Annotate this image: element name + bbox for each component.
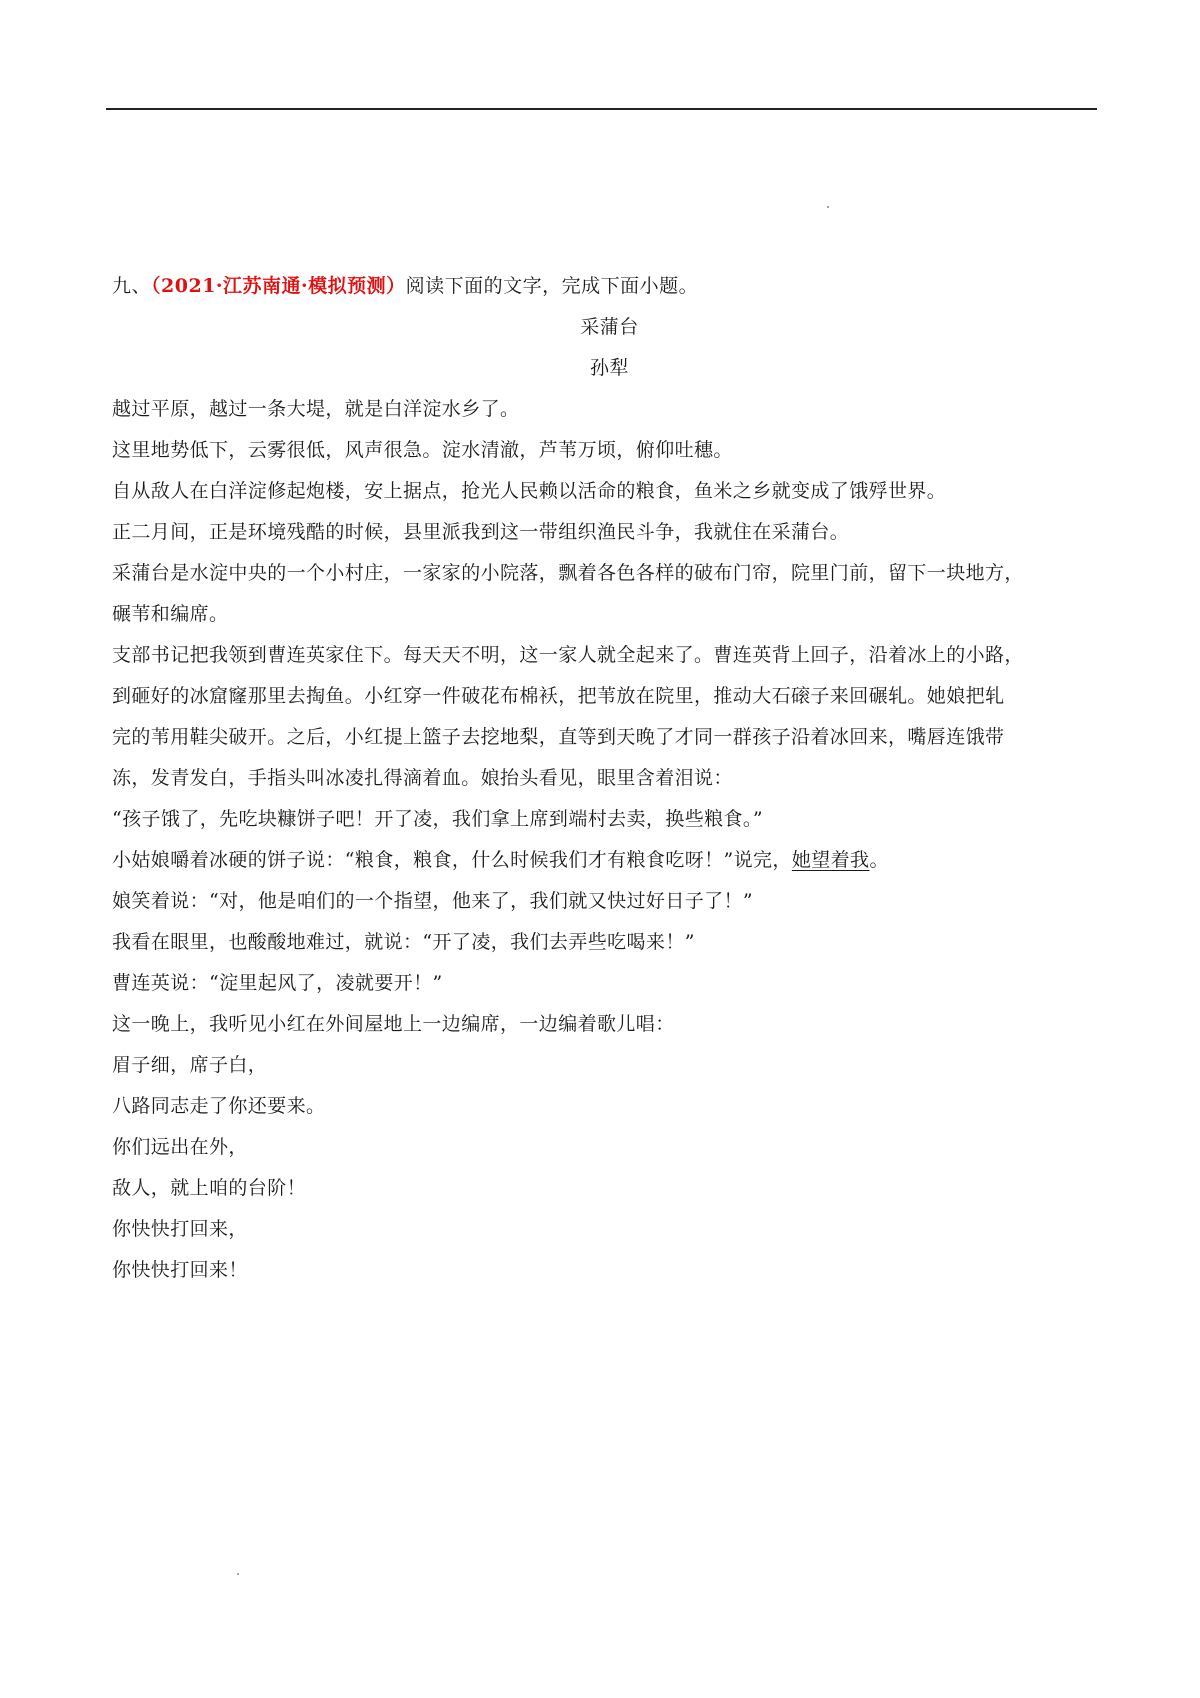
scan-speck [237,1573,239,1575]
paragraph: 自从敌人在白洋淀修起炮楼，安上据点，抢光人民赖以活命的粮食，鱼米之乡就变成了饿殍世界。 [112,480,947,502]
song-line: 敌人，就上咱的台阶！ [112,1177,307,1199]
paragraph: “孩子饿了，先吃块糠饼子吧！开了凌，我们拿上席到端村去卖，换些粮食。” [112,808,763,830]
article-title: 采蒲台 [580,316,639,338]
question-number: 九、 [112,275,152,297]
song-line: 八路同志走了你还要来。 [112,1095,326,1117]
scan-speck [827,206,829,208]
song-line: 你快快打回来， [112,1218,248,1240]
paragraph: 我看在眼里，也酸酸地难过，就说：“开了凌，我们去弄些吃喝来！” [112,931,695,953]
paragraph: 这里地势低下，云雾很低，风声很急。淀水清澈，芦苇万顷，俯仰吐穗。 [112,439,733,461]
paragraph: 正二月间，正是环境残酷的时候，县里派我到这一带组织渔民斗争，我就住在采蒲台。 [112,521,850,543]
paragraph-continuation: 碾苇和编席。 [112,603,229,625]
paragraph-continuation: 冻，发青发白，手指头叫冰凌扎得滴着血。娘抬头看见，眼里含着泪说： [112,767,733,789]
paragraph: 娘笑着说：“对，他是咱们的一个指望，他来了，我们就又快过好日子了！” [112,890,754,912]
article-author: 孙犁 [589,357,629,379]
paragraph-continuation: 完的苇用鞋尖破开。之后，小红提上篮子去挖地梨，直等到天晚了才同一群孩子沿着冰回来，嘴唇连饿带 [112,726,1005,748]
song-line: 你快快打回来！ [112,1259,248,1281]
question-prompt: 阅读下面的文字，完成下面小题。 [405,275,699,297]
header-rule [106,108,1097,110]
paragraph: 采蒲台是水淀中央的一个小村庄，一家家的小院落，飘着各色各样的破布门帘，院里门前，留下一块地方， [112,562,1024,584]
paragraph: 这一晚上，我听见小红在外间屋地上一边编席，一边编着歌儿唱： [112,1013,675,1035]
question-heading: 九、（2021·江苏南通·模拟预测）阅读下面的文字，完成下面小题。 [112,275,699,297]
underlined-phrase: 她望着我 [791,849,870,871]
song-line: 眉子细，席子白， [112,1054,268,1076]
paragraph: 曹连英说：“淀里起风了，凌就要开！” [112,972,443,994]
paragraph: 小姑娘嚼着冰硬的饼子说：“粮食，粮食，什么时候我们才有粮食吃呀！”说完，她望着我。 [112,849,889,871]
paragraph: 越过平原，越过一条大堤，就是白洋淀水乡了。 [112,398,520,420]
song-line: 你们远出在外， [112,1136,248,1158]
paragraph: 支部书记把我领到曹连英家住下。每天天不明，这一家人就全起来了。曹连英背上回子，沿着冰上的小路， [112,644,1024,666]
question-source: 2021·江苏南通·模拟预测 [161,275,387,297]
document-body [112,266,1097,1291]
paragraph-continuation: 到砸好的冰窟窿那里去掏鱼。小红穿一件破花布棉袄，把苇放在院里，推动大石磙子来回碾轧。她娘把轧 [112,685,1005,707]
